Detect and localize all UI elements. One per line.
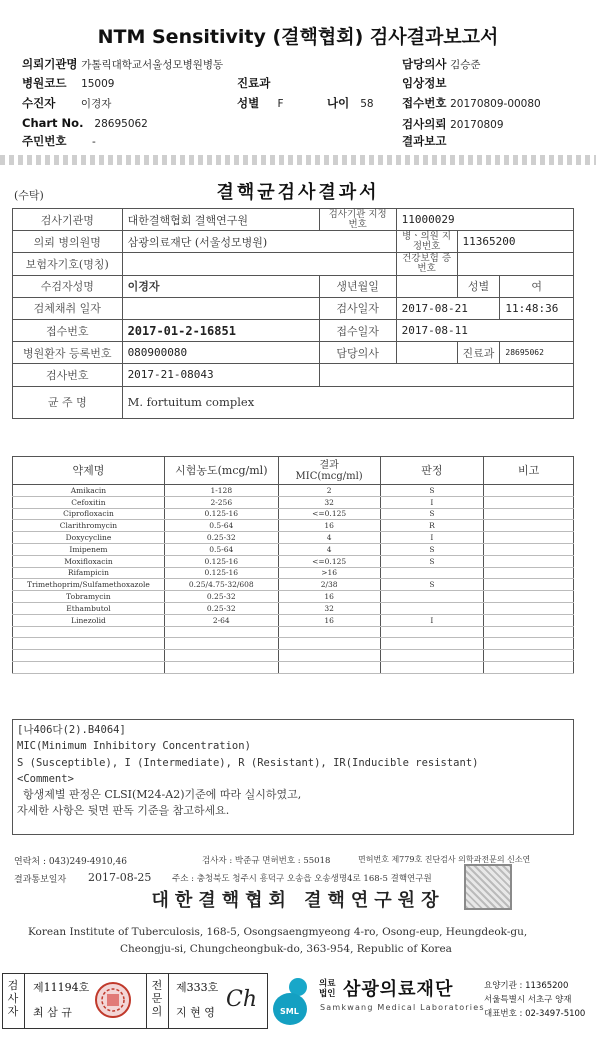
divider bbox=[146, 973, 147, 1029]
table-row bbox=[13, 543, 574, 555]
clinical-info: 임상정보 bbox=[402, 76, 447, 90]
request-date: 검사의뢰 20170809 bbox=[402, 117, 504, 131]
value: 대한결핵협회 결핵연구원 bbox=[122, 209, 319, 231]
corp-en: Samkwang Medical Laboratories bbox=[320, 1003, 485, 1012]
signature: Ch bbox=[226, 987, 258, 1012]
table-row bbox=[13, 555, 574, 567]
mic-value: <=0.125 bbox=[278, 555, 380, 567]
label: 검사기관명 bbox=[13, 209, 123, 231]
drug-name: Doxycycline bbox=[13, 532, 165, 544]
drug-name: Cefoxitin bbox=[13, 496, 165, 508]
note-line: [나406다(2).B4064] bbox=[17, 724, 126, 736]
col-interp: 판정 bbox=[380, 457, 484, 485]
signature-band bbox=[0, 971, 596, 1039]
table-row bbox=[13, 602, 574, 614]
drug-name: Amikacin bbox=[13, 485, 165, 497]
label: 검사일자 bbox=[319, 297, 396, 319]
requesting-org: 의뢰기관명 가톨릭대학교서울성모병원병동 bbox=[22, 57, 224, 71]
mic-value: 2/38 bbox=[278, 579, 380, 591]
label: 의뢰 병의원명 bbox=[13, 231, 123, 253]
table-row bbox=[13, 496, 574, 508]
interpretation: I bbox=[380, 496, 484, 508]
info-row bbox=[13, 275, 574, 297]
logo-text: SML bbox=[280, 1007, 299, 1016]
label: 접수일자 bbox=[319, 319, 396, 341]
table-row bbox=[13, 591, 574, 603]
label: 검사기관 지정번호 bbox=[319, 209, 396, 231]
corp-address: 서울특별시 서초구 양재 bbox=[484, 995, 572, 1005]
drug-name: Ethambutol bbox=[13, 602, 165, 614]
col-mic: 결과 MIC(mcg/ml) bbox=[278, 457, 380, 485]
table-row bbox=[13, 485, 574, 497]
note bbox=[484, 543, 574, 555]
note bbox=[484, 567, 574, 579]
sml-logo-icon bbox=[272, 975, 318, 1029]
info-row bbox=[13, 386, 574, 418]
examiner-vertical-label: 검사자 bbox=[7, 979, 19, 1018]
care-no: 요양기관 : 11365200 bbox=[484, 981, 569, 991]
mic-value: 4 bbox=[278, 543, 380, 555]
drug-name: Trimethoprim/Sulfamethoxazole bbox=[13, 579, 165, 591]
note bbox=[484, 650, 574, 662]
test-range bbox=[164, 661, 278, 673]
table-row bbox=[13, 638, 574, 650]
note-line: 자세한 사항은 뒷면 판독 기준을 참고하세요. bbox=[17, 804, 230, 818]
address-en-2: Cheongju-si, Chungcheongbuk-do, 363-954, Republic of Korea bbox=[120, 943, 452, 955]
drug-name: Clarithromycin bbox=[13, 520, 165, 532]
label: 담당의사 bbox=[319, 342, 396, 364]
separator bbox=[0, 155, 596, 165]
note bbox=[484, 508, 574, 520]
note bbox=[484, 626, 574, 638]
accession-no: 접수번호 20170809-00080 bbox=[402, 96, 541, 110]
value: 2017-08-11 bbox=[396, 319, 573, 341]
mic-value: >16 bbox=[278, 567, 380, 579]
report-date: 2017-08-25 bbox=[88, 871, 152, 884]
mic-value bbox=[278, 650, 380, 662]
note-line: 항생제별 판정은 CLSI(M24-A2)기준에 따라 실시하였고, bbox=[23, 788, 302, 802]
value bbox=[457, 253, 574, 275]
interpretation: S bbox=[380, 485, 484, 497]
info-row bbox=[13, 319, 574, 341]
divider bbox=[24, 973, 25, 1029]
table-row bbox=[13, 614, 574, 626]
result-report: 결과보고 bbox=[402, 134, 447, 148]
note-line: S (Susceptible), I (Intermediate), R (Resistant), IR(Inducible resistant) bbox=[17, 756, 479, 769]
test-range: 0.25-32 bbox=[164, 532, 278, 544]
drug-name bbox=[13, 661, 165, 673]
interpretation: S bbox=[380, 508, 484, 520]
interpretation bbox=[380, 650, 484, 662]
mic-value: 4 bbox=[278, 532, 380, 544]
value: 2017-21-08043 bbox=[122, 364, 319, 386]
label: 생년월일 bbox=[319, 275, 396, 297]
mic-value: 32 bbox=[278, 602, 380, 614]
value: 삼광의료재단 (서울성모병원) bbox=[122, 231, 396, 253]
label: 진료과 bbox=[457, 342, 500, 364]
note bbox=[484, 638, 574, 650]
label: 병원환자 등록번호 bbox=[13, 342, 123, 364]
drug-name bbox=[13, 638, 165, 650]
info-row bbox=[13, 209, 574, 231]
test-range: 2-64 bbox=[164, 614, 278, 626]
director-line: 면허번호 제779호 진단검사 의학과전문의 신소연 bbox=[358, 855, 531, 864]
value-empty bbox=[319, 364, 573, 386]
value: 이경자 bbox=[122, 275, 319, 297]
corp-name: 삼광의료재단 bbox=[343, 979, 454, 1000]
info-row bbox=[13, 231, 574, 253]
organism-value: M. fortuitum complex bbox=[122, 386, 573, 418]
org-name: 대한결핵협회 결핵연구원장 bbox=[151, 890, 445, 911]
value: 11000029 bbox=[396, 209, 573, 231]
test-range: 0.25-32 bbox=[164, 602, 278, 614]
chart-no: Chart No. 28695062 bbox=[22, 116, 148, 130]
info-row bbox=[13, 297, 574, 319]
notes-box bbox=[12, 719, 574, 835]
corp-phone: 대표번호 : 02-3497-5100 bbox=[484, 1009, 586, 1019]
table-row bbox=[13, 626, 574, 638]
table-body bbox=[13, 485, 574, 674]
mic-value: 32 bbox=[278, 496, 380, 508]
mic-value bbox=[278, 661, 380, 673]
interpretation bbox=[380, 567, 484, 579]
patient: 수진자 이경자 bbox=[22, 96, 112, 110]
label: 검체채취 일자 bbox=[13, 297, 123, 319]
specialist-vertical-label: 전문의 bbox=[151, 979, 163, 1018]
info-row bbox=[13, 342, 574, 364]
drug-name: Imipenem bbox=[13, 543, 165, 555]
interpretation bbox=[380, 638, 484, 650]
page-title: NTM Sensitivity (결핵협회) 검사결과보고서 bbox=[97, 26, 499, 48]
info-table bbox=[12, 208, 574, 419]
resident-no: 주민번호 - bbox=[22, 134, 96, 148]
note bbox=[484, 579, 574, 591]
doctor: 담당의사 김승준 bbox=[402, 57, 481, 71]
label: 보험자기호(명칭) bbox=[13, 253, 123, 275]
note bbox=[484, 496, 574, 508]
col-range: 시험농도(mcg/ml) bbox=[164, 457, 278, 485]
test-range: 2-256 bbox=[164, 496, 278, 508]
drug-name bbox=[13, 626, 165, 638]
interpretation bbox=[380, 626, 484, 638]
test-range: 0.125-16 bbox=[164, 555, 278, 567]
table-row bbox=[13, 532, 574, 544]
note bbox=[484, 485, 574, 497]
label: 접수번호 bbox=[13, 319, 123, 341]
value: 2017-08-21 bbox=[396, 297, 500, 319]
table-row bbox=[13, 579, 574, 591]
interpretation bbox=[380, 602, 484, 614]
mic-value bbox=[278, 638, 380, 650]
note bbox=[484, 520, 574, 532]
label: 수검자성명 bbox=[13, 275, 123, 297]
value bbox=[396, 342, 457, 364]
test-range: 0.25-32 bbox=[164, 591, 278, 603]
value bbox=[396, 275, 457, 297]
drug-name: Rifampicin bbox=[13, 567, 165, 579]
note-line: MIC(Minimum Inhibitory Concentration) bbox=[17, 740, 251, 753]
test-range: 0.125-16 bbox=[164, 567, 278, 579]
label: 균 주 명 bbox=[13, 386, 123, 418]
test-range bbox=[164, 626, 278, 638]
age: 나이 58 bbox=[327, 96, 374, 110]
value: 11:48:36 bbox=[500, 297, 574, 319]
note-line: <Comment> bbox=[17, 772, 74, 785]
col-note: 비고 bbox=[484, 457, 574, 485]
test-range: 0.5-64 bbox=[164, 520, 278, 532]
mic-value: 16 bbox=[278, 614, 380, 626]
mic-value bbox=[278, 626, 380, 638]
label: 건강보험 증번호 bbox=[396, 253, 457, 275]
sex: 성별 F bbox=[237, 96, 284, 110]
test-range: 0.5-64 bbox=[164, 543, 278, 555]
info-row bbox=[13, 253, 574, 275]
report-title: 결핵균검사결과서 bbox=[216, 182, 380, 203]
drug-name: Moxifloxacin bbox=[13, 555, 165, 567]
address-en-1: Korean Institute of Tuberculosis, 168-5, Osongsaengmyeong 4-ro, Osong-eup, Heungdeok-gu, bbox=[28, 926, 528, 938]
note bbox=[484, 661, 574, 673]
contact: 연락처 : 043)249-4910,46 bbox=[14, 857, 127, 867]
info-row bbox=[13, 364, 574, 386]
susceptibility-table bbox=[12, 456, 574, 674]
table-row bbox=[13, 520, 574, 532]
value: 11365200 bbox=[457, 231, 574, 253]
specialist-name: 지 현 영 bbox=[176, 1006, 215, 1019]
interpretation: I bbox=[380, 614, 484, 626]
table-row bbox=[13, 661, 574, 673]
drug-name: Linezolid bbox=[13, 614, 165, 626]
corp-small: 의료법인 bbox=[319, 979, 336, 999]
label: 병ㆍ의원 지정번호 bbox=[396, 231, 457, 253]
interpretation: I bbox=[380, 532, 484, 544]
dept-label: 진료과 bbox=[237, 76, 271, 90]
drug-name: Ciprofloxacin bbox=[13, 508, 165, 520]
hospital-code: 병원코드 15009 bbox=[22, 76, 115, 90]
note bbox=[484, 555, 574, 567]
red-seal-icon bbox=[94, 981, 132, 1019]
note bbox=[484, 614, 574, 626]
mic-value: 16 bbox=[278, 591, 380, 603]
interpretation bbox=[380, 661, 484, 673]
examiner-name: 최 삼 규 bbox=[33, 1006, 72, 1019]
test-range bbox=[164, 638, 278, 650]
note bbox=[484, 602, 574, 614]
note bbox=[484, 532, 574, 544]
interpretation bbox=[380, 591, 484, 603]
address-ko: 주소 : 충청북도 청주시 흥덕구 오송읍 오송생명4로 168-5 결핵연구원 bbox=[172, 874, 432, 884]
value: 080900080 bbox=[122, 342, 319, 364]
divider bbox=[168, 973, 169, 1029]
interpretation: S bbox=[380, 543, 484, 555]
drug-name: Tobramycin bbox=[13, 591, 165, 603]
test-range: 0.25/4.75-32/608 bbox=[164, 579, 278, 591]
official-seal bbox=[464, 864, 512, 910]
note bbox=[484, 591, 574, 603]
table-row bbox=[13, 650, 574, 662]
test-range: 0.125-16 bbox=[164, 508, 278, 520]
specialist-license: 제333호 bbox=[176, 981, 219, 994]
value bbox=[122, 297, 319, 319]
table-row bbox=[13, 567, 574, 579]
report-prefix: (수탁) bbox=[14, 189, 44, 202]
examiner-license: 제11194호 bbox=[33, 981, 90, 994]
interpretation: S bbox=[380, 555, 484, 567]
mic-value: 2 bbox=[278, 485, 380, 497]
test-range: 1-128 bbox=[164, 485, 278, 497]
label: 검사번호 bbox=[13, 364, 123, 386]
col-drug: 약제명 bbox=[13, 457, 165, 485]
report-date-label: 결과통보일자 bbox=[14, 875, 67, 885]
interpretation: R bbox=[380, 520, 484, 532]
interpretation: S bbox=[380, 579, 484, 591]
drug-name bbox=[13, 650, 165, 662]
value: 28695062 bbox=[500, 342, 574, 364]
test-range bbox=[164, 650, 278, 662]
table-header-row bbox=[13, 457, 574, 485]
label: 성별 bbox=[457, 275, 500, 297]
value bbox=[122, 253, 396, 275]
value: 여 bbox=[500, 275, 574, 297]
mic-value: 16 bbox=[278, 520, 380, 532]
mic-value: <=0.125 bbox=[278, 508, 380, 520]
examiner-line: 검사자 : 박준규 면허번호 : 55018 bbox=[202, 856, 331, 866]
scanned-report bbox=[4, 174, 592, 969]
table-row bbox=[13, 508, 574, 520]
value: 2017-01-2-16851 bbox=[122, 319, 319, 341]
